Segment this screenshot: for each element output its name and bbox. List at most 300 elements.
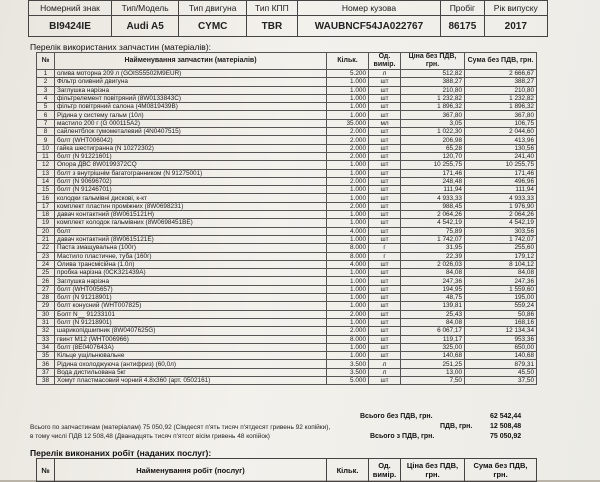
part-name: болт (N 91218901) xyxy=(55,294,327,302)
header-label: Рік випуску xyxy=(484,1,547,16)
part-qty: 1.000 xyxy=(327,86,369,94)
part-qty: 8.000 xyxy=(327,335,369,343)
row-number: 15 xyxy=(37,186,55,194)
part-price: 2 064,26 xyxy=(401,211,465,219)
part-name: Фільтр оливний двигуна xyxy=(55,78,327,86)
table-row xyxy=(37,136,537,144)
table-row xyxy=(37,219,537,227)
vin: WAUBNCF54JA022767 xyxy=(297,16,441,37)
part-name: болт (8E0407643A) xyxy=(55,343,327,351)
part-sum: 2 044,60 xyxy=(465,128,537,136)
part-name: давач контактний (8W0615121H) xyxy=(55,211,327,219)
part-qty: 2.000 xyxy=(327,327,369,335)
part-sum: 879,31 xyxy=(465,360,537,368)
part-price: 1 896,32 xyxy=(401,103,465,111)
part-qty: 2.000 xyxy=(327,144,369,152)
part-qty: 1.000 xyxy=(327,161,369,169)
part-price: 1 022,30 xyxy=(401,128,465,136)
row-number: 3 xyxy=(37,86,55,94)
part-sum: 2 064,26 xyxy=(465,211,537,219)
table-row xyxy=(37,277,537,285)
table-row xyxy=(37,94,537,102)
part-qty: 5.200 xyxy=(327,70,369,78)
part-price: 119,17 xyxy=(401,335,465,343)
part-qty: 1.000 xyxy=(327,186,369,194)
part-unit: шт xyxy=(369,211,401,219)
row-number: 10 xyxy=(37,144,55,152)
part-name: болт xyxy=(55,227,327,235)
part-qty: 1.000 xyxy=(327,169,369,177)
part-sum: 255,60 xyxy=(465,244,537,252)
part-qty: 1.000 xyxy=(327,103,369,111)
col-name: Найменування запчастин (матеріалів) xyxy=(55,53,327,70)
row-number: 25 xyxy=(37,269,55,277)
part-unit: шт xyxy=(369,186,401,194)
part-unit: шт xyxy=(369,161,401,169)
works-section-title: Перелік виконаних робіт (наданих послуг): xyxy=(30,448,212,458)
table-row xyxy=(37,260,537,268)
row-number: 5 xyxy=(37,103,55,111)
part-price: 3,05 xyxy=(401,119,465,127)
table-row xyxy=(37,318,537,326)
table-row xyxy=(37,169,537,177)
part-price: 388,27 xyxy=(401,78,465,86)
part-qty: 3.500 xyxy=(327,360,369,368)
row-number: 18 xyxy=(37,211,55,219)
part-name: мастило 200 г (G 000115A2) xyxy=(55,119,327,127)
part-name: пробка нарізна (0CK321439A) xyxy=(55,269,327,277)
part-price: 111,94 xyxy=(401,186,465,194)
part-unit: шт xyxy=(369,335,401,343)
part-unit: шт xyxy=(369,285,401,293)
part-sum: 130,56 xyxy=(465,144,537,152)
table-row xyxy=(37,144,537,152)
part-qty: 2.000 xyxy=(327,177,369,185)
part-qty: 2.000 xyxy=(327,152,369,160)
table-row xyxy=(37,161,537,169)
table-row xyxy=(37,360,537,368)
total-without-vat-label: Всього без ПДВ, грн. xyxy=(360,413,433,420)
part-sum: 413,96 xyxy=(465,136,537,144)
works-col-number: № xyxy=(37,459,55,482)
table-row xyxy=(37,335,537,343)
part-unit: шт xyxy=(369,219,401,227)
part-unit: шт xyxy=(369,94,401,102)
part-price: 4 933,33 xyxy=(401,194,465,202)
part-name: Заглушка нарізна xyxy=(55,277,327,285)
part-sum: 1 232,82 xyxy=(465,94,537,102)
row-number: 20 xyxy=(37,227,55,235)
table-row xyxy=(37,86,537,94)
part-unit: шт xyxy=(369,103,401,111)
part-name: гайка шестигранна (N 10272302) xyxy=(55,144,327,152)
part-price: 1 742,07 xyxy=(401,235,465,243)
part-unit: шт xyxy=(369,128,401,136)
part-unit: л xyxy=(369,360,401,368)
table-row xyxy=(37,119,537,127)
vehicle-header-labels xyxy=(29,1,548,16)
part-sum: 241,40 xyxy=(465,152,537,160)
part-qty: 1.000 xyxy=(327,302,369,310)
part-price: 31,95 xyxy=(401,244,465,252)
part-qty: 1.000 xyxy=(327,285,369,293)
part-name: Рідина у систему гальм (10л) xyxy=(55,111,327,119)
part-unit: шт xyxy=(369,144,401,152)
part-sum: 84,08 xyxy=(465,269,537,277)
table-row xyxy=(37,302,537,310)
table-row xyxy=(37,376,537,384)
part-sum: 12 134,34 xyxy=(465,327,537,335)
row-number: 28 xyxy=(37,294,55,302)
row-number: 6 xyxy=(37,111,55,119)
part-sum: 179,12 xyxy=(465,252,537,260)
part-name: сайлентблок гумометалевий (4N0407515) xyxy=(55,128,327,136)
col-sum: Сума без ПДВ, грн. xyxy=(465,53,537,70)
part-name: болт (WHT005657) xyxy=(55,285,327,293)
table-row xyxy=(37,244,537,252)
part-price: 512,82 xyxy=(401,70,465,78)
part-price: 25,43 xyxy=(401,310,465,318)
part-unit: шт xyxy=(369,343,401,351)
plate-number: BI9424IE xyxy=(29,16,112,37)
header-label: Тип КПП xyxy=(247,1,298,16)
part-price: 1 232,82 xyxy=(401,94,465,102)
part-price: 48,75 xyxy=(401,294,465,302)
part-sum: 496,96 xyxy=(465,177,537,185)
part-qty: 1.000 xyxy=(327,235,369,243)
row-number: 30 xyxy=(37,310,55,318)
part-unit: шт xyxy=(369,277,401,285)
part-price: 247,36 xyxy=(401,277,465,285)
row-number: 32 xyxy=(37,327,55,335)
part-sum: 171,46 xyxy=(465,169,537,177)
part-price: 120,70 xyxy=(401,152,465,160)
row-number: 2 xyxy=(37,78,55,86)
part-price: 325,00 xyxy=(401,343,465,351)
part-unit: шт xyxy=(369,260,401,268)
part-unit: шт xyxy=(369,86,401,94)
part-qty: 1.000 xyxy=(327,269,369,277)
part-sum: 37,50 xyxy=(465,376,537,384)
part-unit: шт xyxy=(369,376,401,384)
part-sum: 50,86 xyxy=(465,310,537,318)
part-qty: 1.000 xyxy=(327,211,369,219)
table-row xyxy=(37,103,537,111)
table-row xyxy=(37,294,537,302)
works-col-name: Найменування робіт (послуг) xyxy=(55,459,327,482)
part-sum: 1 976,90 xyxy=(465,202,537,210)
part-name: олива моторна 209 л (GOIS55502M9EUR) xyxy=(55,70,327,78)
part-price: 251,25 xyxy=(401,360,465,368)
part-unit: л xyxy=(369,368,401,376)
total-without-vat: 62 542,44 xyxy=(490,413,522,420)
part-name: болт (N 90696702) xyxy=(55,177,327,185)
part-sum: 4 933,33 xyxy=(465,194,537,202)
col-unit: Од. вимір. xyxy=(369,53,401,70)
part-price: 75,89 xyxy=(401,227,465,235)
works-col-unit: Од. вимір. xyxy=(369,459,401,482)
part-sum: 4 542,19 xyxy=(465,219,537,227)
table-row xyxy=(37,352,537,360)
part-qty: 1.000 xyxy=(327,277,369,285)
row-number: 34 xyxy=(37,343,55,351)
part-sum: 106,75 xyxy=(465,119,537,127)
total-with-vat: 75 050,92 xyxy=(490,433,522,440)
part-price: 194,95 xyxy=(401,285,465,293)
part-unit: г xyxy=(369,244,401,252)
table-row xyxy=(37,343,537,351)
col-price: Ціна без ПДВ, грн. xyxy=(401,53,465,70)
table-row xyxy=(37,211,537,219)
part-sum: 303,56 xyxy=(465,227,537,235)
part-price: 65,28 xyxy=(401,144,465,152)
row-number: 29 xyxy=(37,302,55,310)
part-unit: г xyxy=(369,252,401,260)
parts-section-title: Перелік використаних запчастин (матеріалів): xyxy=(30,42,212,52)
year: 2017 xyxy=(484,16,547,37)
part-name: Кільце ущільнювальне xyxy=(55,352,327,360)
part-price: 367,80 xyxy=(401,111,465,119)
part-sum: 367,80 xyxy=(465,111,537,119)
part-sum: 2 666,67 xyxy=(465,70,537,78)
table-row xyxy=(37,327,537,335)
part-price: 7,50 xyxy=(401,376,465,384)
table-row xyxy=(37,310,537,318)
row-number: 8 xyxy=(37,128,55,136)
part-name: фільтр повітряний салона (4M0819439B) xyxy=(55,103,327,111)
part-unit: шт xyxy=(369,194,401,202)
parts-table-header xyxy=(37,53,537,70)
model: Audi A5 xyxy=(112,16,179,37)
part-unit: шт xyxy=(369,227,401,235)
table-row xyxy=(37,285,537,293)
row-number: 33 xyxy=(37,335,55,343)
part-name: комплект пластин проміжних (8W0698231) xyxy=(55,202,327,210)
part-name: болт (N 91221601) xyxy=(55,152,327,160)
table-row xyxy=(37,177,537,185)
row-number: 1 xyxy=(37,70,55,78)
table-row xyxy=(37,202,537,210)
part-price: 22,39 xyxy=(401,252,465,260)
vat-amount: 12 508,48 xyxy=(490,423,522,430)
part-qty: 5.000 xyxy=(327,376,369,384)
part-name: Вода дистильована 5кг xyxy=(55,368,327,376)
part-qty: 2.000 xyxy=(327,202,369,210)
part-unit: шт xyxy=(369,111,401,119)
part-unit: л xyxy=(369,70,401,78)
table-row xyxy=(37,152,537,160)
part-sum: 10 255,75 xyxy=(465,161,537,169)
engine-type: CYMC xyxy=(179,16,247,37)
part-name: фільтрелемент повітряний (8W0133843C) xyxy=(55,94,327,102)
part-unit: шт xyxy=(369,294,401,302)
part-price: 10 255,75 xyxy=(401,161,465,169)
row-number: 13 xyxy=(37,169,55,177)
header-label: Номерний знак xyxy=(29,1,112,16)
row-number: 14 xyxy=(37,177,55,185)
part-sum: 650,00 xyxy=(465,343,537,351)
part-qty: 4.000 xyxy=(327,260,369,268)
row-number: 12 xyxy=(37,161,55,169)
part-sum: 1 896,32 xyxy=(465,103,537,111)
part-qty: 2.000 xyxy=(327,136,369,144)
part-name: Мастило пластичне, туба (160г) xyxy=(55,252,327,260)
works-col-sum: Сума без ПДВ, грн. xyxy=(465,459,537,482)
row-number: 19 xyxy=(37,219,55,227)
part-name: болт (N 91246701) xyxy=(55,186,327,194)
vat-label: ПДВ, грн. xyxy=(440,423,473,430)
table-row xyxy=(37,194,537,202)
part-name: Болт N__ 91233101 xyxy=(55,310,327,318)
row-number: 35 xyxy=(37,352,55,360)
col-qty: Кільк. xyxy=(327,53,369,70)
row-number: 26 xyxy=(37,277,55,285)
part-sum: 1 559,60 xyxy=(465,285,537,293)
table-row xyxy=(37,252,537,260)
row-number: 37 xyxy=(37,368,55,376)
part-name: давач контактний (8W0615121E) xyxy=(55,235,327,243)
part-unit: шт xyxy=(369,152,401,160)
header-label: Тип двигуна xyxy=(179,1,247,16)
mileage: 86175 xyxy=(441,16,484,37)
part-sum: 953,36 xyxy=(465,335,537,343)
table-row xyxy=(37,186,537,194)
part-qty: 1.000 xyxy=(327,78,369,86)
part-qty: 1.000 xyxy=(327,219,369,227)
row-number: 21 xyxy=(37,235,55,243)
part-unit: шт xyxy=(369,169,401,177)
part-unit: шт xyxy=(369,269,401,277)
works-table-header xyxy=(37,459,537,482)
part-price: 84,08 xyxy=(401,318,465,326)
table-row xyxy=(37,78,537,86)
part-price: 210,80 xyxy=(401,86,465,94)
part-qty: 2.000 xyxy=(327,128,369,136)
part-unit: шт xyxy=(369,318,401,326)
parts-sum-words: Всього по запчастинам (матеріалам) 75 050,92 (Сімдесят п'ять тисяч п'ятдесят гривень 92 копійки), xyxy=(30,424,331,431)
row-number: 11 xyxy=(37,152,55,160)
table-row xyxy=(37,128,537,136)
part-sum: 559,24 xyxy=(465,302,537,310)
row-number: 17 xyxy=(37,202,55,210)
part-name: болт конусний (WHT007825) xyxy=(55,302,327,310)
part-sum: 140,68 xyxy=(465,352,537,360)
part-price: 248,48 xyxy=(401,177,465,185)
part-price: 84,08 xyxy=(401,269,465,277)
part-unit: шт xyxy=(369,352,401,360)
table-row xyxy=(37,70,537,78)
part-unit: шт xyxy=(369,327,401,335)
part-qty: 4.000 xyxy=(327,227,369,235)
part-sum: 388,27 xyxy=(465,78,537,86)
total-with-vat-label: Всього з ПДВ, грн. xyxy=(370,433,435,440)
gearbox-type: TBR xyxy=(247,16,298,37)
part-sum: 195,00 xyxy=(465,294,537,302)
part-name: Олива трансмісійна (1.0л) xyxy=(55,260,327,268)
part-price: 140,68 xyxy=(401,352,465,360)
part-sum: 111,94 xyxy=(465,186,537,194)
part-price: 13,00 xyxy=(401,368,465,376)
row-number: 16 xyxy=(37,194,55,202)
part-qty: 1.000 xyxy=(327,343,369,351)
part-price: 139,81 xyxy=(401,302,465,310)
part-name: болт з внутрішнім багатогранником (N 91275001) xyxy=(55,169,327,177)
part-qty: 1.000 xyxy=(327,194,369,202)
row-number: 23 xyxy=(37,252,55,260)
part-name: Заглушка нарізна xyxy=(55,86,327,94)
part-qty: 1.000 xyxy=(327,318,369,326)
part-sum: 168,16 xyxy=(465,318,537,326)
part-name: Опора ДВС 8W0199372CQ xyxy=(55,161,327,169)
part-unit: шт xyxy=(369,78,401,86)
works-table xyxy=(36,458,537,482)
part-sum: 45,50 xyxy=(465,368,537,376)
works-col-price: Ціна без ПДВ, грн. xyxy=(401,459,465,482)
header-label: Номер кузова xyxy=(297,1,441,16)
part-qty: 8.000 xyxy=(327,244,369,252)
table-row xyxy=(37,368,537,376)
part-qty: 1.000 xyxy=(327,352,369,360)
part-price: 4 542,19 xyxy=(401,219,465,227)
header-label: Пробіг xyxy=(441,1,484,16)
part-sum: 1 742,07 xyxy=(465,235,537,243)
part-price: 171,46 xyxy=(401,169,465,177)
part-unit: шт xyxy=(369,177,401,185)
works-col-qty: Кільк. xyxy=(327,459,369,482)
part-name: шарикопідшипник (8W0407625G) xyxy=(55,327,327,335)
row-number: 36 xyxy=(37,360,55,368)
col-number: № xyxy=(37,53,55,70)
table-row xyxy=(37,269,537,277)
header-label: Тип/Модель xyxy=(112,1,179,16)
part-qty: 2.000 xyxy=(327,310,369,318)
part-unit: шт xyxy=(369,302,401,310)
part-unit: шт xyxy=(369,202,401,210)
row-number: 4 xyxy=(37,94,55,102)
row-number: 22 xyxy=(37,244,55,252)
part-price: 6 067,17 xyxy=(401,327,465,335)
row-number: 31 xyxy=(37,318,55,326)
part-qty: 1.000 xyxy=(327,294,369,302)
row-number: 38 xyxy=(37,376,55,384)
part-sum: 8 104,12 xyxy=(465,260,537,268)
part-name: болт (N 91218901) xyxy=(55,318,327,326)
table-row xyxy=(37,235,537,243)
part-name: Хомут пластмасовий чорний 4.8x360 (арт. 0502161) xyxy=(55,376,327,384)
part-price: 2 026,03 xyxy=(401,260,465,268)
part-qty: 1.000 xyxy=(327,94,369,102)
part-name: колодки гальмівні дискові, к-кт xyxy=(55,194,327,202)
part-name: Рідина охолоджуюча (антифриз) (60,0л) xyxy=(55,360,327,368)
table-row xyxy=(37,111,537,119)
row-number: 24 xyxy=(37,260,55,268)
part-price: 206,98 xyxy=(401,136,465,144)
part-name: болт (WHT006042) xyxy=(55,136,327,144)
part-unit: шт xyxy=(369,310,401,318)
row-number: 9 xyxy=(37,136,55,144)
row-number: 27 xyxy=(37,285,55,293)
part-unit: мл xyxy=(369,119,401,127)
part-name: Паста змащувальна (100г) xyxy=(55,244,327,252)
part-name: гвинт M12 (WHT006966) xyxy=(55,335,327,343)
vehicle-header-values xyxy=(29,16,548,37)
part-sum: 210,80 xyxy=(465,86,537,94)
row-number: 7 xyxy=(37,119,55,127)
part-unit: шт xyxy=(369,136,401,144)
parts-table xyxy=(36,52,537,385)
part-price: 988,45 xyxy=(401,202,465,210)
part-unit: шт xyxy=(369,235,401,243)
